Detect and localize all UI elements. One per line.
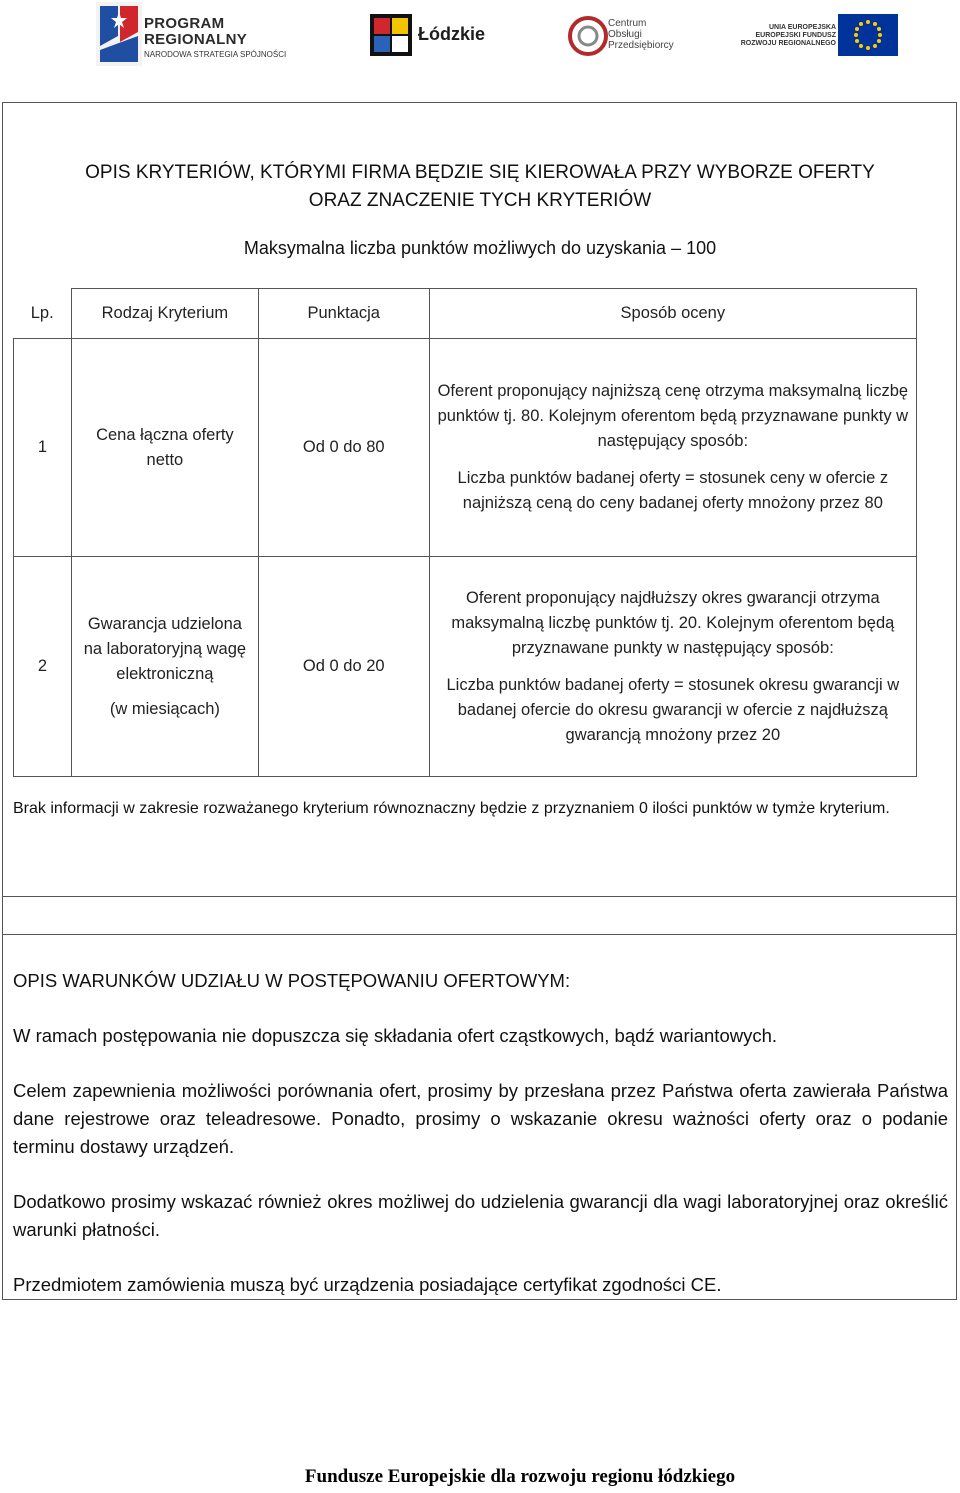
row-points: Od 0 do 80: [258, 339, 429, 557]
row-method: Oferent proponujący najniższą cenę otrzyma maksymalną liczbę punktów tj. 80. Kolejnym oferentom będą przyznawane punkty w następujący sposób: Liczba punktów badanej oferty = stosunek ceny w ofercie z najniższą ceną do ceny badanej oferty mnożony przez 80: [429, 339, 916, 557]
header-lp: Lp.: [14, 289, 72, 339]
row-lp: 1: [14, 339, 72, 557]
lodzkie-text: Łódzkie: [418, 24, 486, 44]
lodzkie-logo: [370, 14, 486, 61]
max-points-text: Maksymalna liczba punktów możliwych do uzyskania – 100: [243, 238, 717, 258]
cop-logo: [568, 14, 674, 63]
program-regionalny-logo: [96, 2, 287, 71]
criteria-note: Brak informacji w zakresie rozważanego kryterium równoznaczny będzie z przyznaniem 0 ilości punktów w tymże kryterium.: [13, 800, 890, 817]
divider: [3, 934, 956, 935]
row-lp: 2: [14, 557, 72, 777]
table-row: [14, 557, 917, 777]
divider: [3, 896, 956, 897]
header-logos: [0, 0, 960, 72]
row-points: Od 0 do 20: [258, 557, 429, 777]
program-title: PROGRAM REGIONALNY: [144, 15, 248, 48]
paragraph: Przedmiotem zamówienia muszą być urządzenia posiadające certyfikat zgodności CE.: [13, 1274, 722, 1295]
page-title: OPIS KRYTERIÓW, KTÓRYMI FIRMA BĘDZIE SIĘ KIEROWAŁA PRZY WYBORZE OFERTY ORAZ ZNACZENIE TYCH KRYTERIÓW: [85, 162, 875, 211]
cop-text: Centrum Obsługi Przedsiębiorcy: [608, 18, 674, 51]
lodzkie-emblem-icon: [370, 14, 412, 56]
table-header-row: [14, 289, 917, 339]
table-row: [14, 339, 917, 557]
eu-text: UNIA EUROPEJSKA EUROPEJSKI FUNDUSZ ROZWOJU REGIONALNEGO: [740, 24, 836, 47]
paragraph: Dodatkowo prosimy wskazać również okres możliwej do udzielenia gwarancji dla wagi laboratoryjnej oraz określić warunki płatności.: [13, 1191, 948, 1240]
paragraph: W ramach postępowania nie dopuszcza się składania ofert cząstkowych, bądź wariantowych.: [13, 1025, 778, 1046]
header-method: Sposób oceny: [429, 289, 916, 339]
eu-flag-icon: [838, 14, 898, 56]
section-title: OPIS WARUNKÓW UDZIAŁU W POSTĘPOWANIU OFERTOWYM:: [13, 970, 571, 991]
criteria-table: [13, 288, 917, 777]
header-points: Punktacja: [258, 289, 429, 339]
program-regionalny-emblem-icon: [96, 2, 142, 66]
row-criterion: Gwarancja udzielona na laboratoryjną wagę elektroniczną (w miesiącach): [71, 557, 258, 777]
cop-emblem-icon: [568, 14, 608, 58]
row-method: Oferent proponujący najdłuższy okres gwarancji otrzyma maksymalną liczbę punktów tj. 20. Kolejnym oferentom będą przyznawane punkty w następujący sposób: Liczba punktów badanej oferty = stosunek okresu gwarancji w badanej ofercie do okresu gwarancji w ofercie z najdłuższą gwarancją mnożony przez 20: [429, 557, 916, 777]
footer: Fundusze Europejskie dla rozwoju regionu łódzkiego: [304, 1466, 736, 1487]
row-criterion: Cena łączna oferty netto: [71, 339, 258, 557]
header-criterion: Rodzaj Kryterium: [71, 289, 258, 339]
program-subtitle: NARODOWA STRATEGIA SPÓJNOŚCI: [144, 50, 287, 59]
paragraph: Celem zapewnienia możliwości porównania ofert, prosimy by przesłana przez Państwa oferta zawierała Państwa dane rejestrowe oraz teleadresowe. Ponadto, prosimy o wskazanie okresu ważności oferty oraz o podanie terminu dostawy urządzeń.: [13, 1080, 948, 1157]
